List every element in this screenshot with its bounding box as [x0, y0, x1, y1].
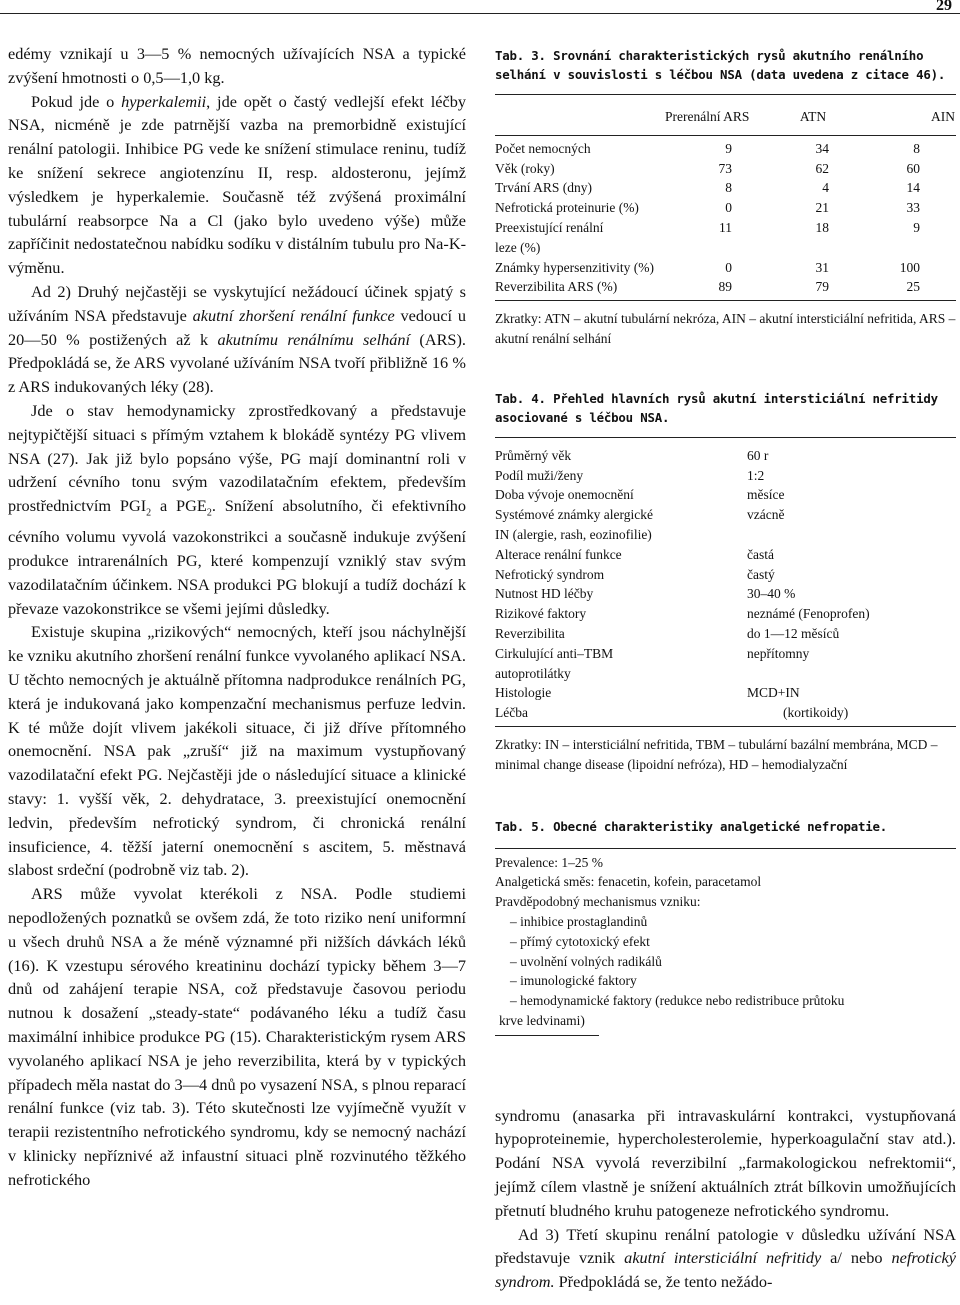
table-5-bottom-rule: [495, 1035, 599, 1036]
table-3: [495, 46, 956, 349]
table-5-body: [495, 849, 956, 1035]
table-row: Alterace renální funkce častá: [495, 546, 774, 562]
paragraph-ars: ARS může vyvolat kterékoli z NSA. Podle studiemi nepodložených poznatků se ovšem zdá, že toto riziko není uniformní u všech druhů NSA a že méně významné při nižších dávkách léků (16). K vzestupu sérového kreatininu dochází typicky během 3—7 dnů od zahájení terapie NSA, což představuje časovou periodu nutnou k dosažení „steady-state“ podávaného léku a tudíž času maximální inhibice produkce PG (15). Charakteristickým rysem ARS vyvolaného aplikací NSA je jeho reverzibilita, která by v typických případech měla nastat do 3—4 dnů po vysazení NSA, s plnou reparací renální funkce (viz tab. 3). Této skutečnosti lze vyjímečně využít v terapii rezistentního nefrotického syndromu, kdy se nemocný nachází v klinicky nepříznivé až infaustní situaci plně rozvinutého těžkého nefrotického: [8, 884, 466, 1189]
paragraph-syndromu: syndromu (anasarka při intravaskulární kontrakci, vystupňovaná hypoproteinemie, hypercholesterolemie, hyperkoagulační stav atd.). Podání NSA vyvolá reverzibilní „farmakologickou nefrektomii“, jejímž cílem vlastně je snížení aktuálních ztrát bílkovin umožňujících přetnutí bludného kruhu patogeneze nefrotického syndromu.: [495, 1105, 956, 1220]
table-row: Trvání ARS (dny) 8 4 14: [495, 180, 920, 196]
header-rule: [0, 13, 960, 14]
table-5: [495, 817, 956, 1036]
table-row: Rizikové faktory neznámé (Fenoprofen): [495, 606, 870, 622]
list-item: – inhibice prostaglandinů: [510, 913, 648, 929]
list-item: – imunologické faktory: [510, 973, 637, 989]
table-4-caption: Tab. 4. Přehled hlavních rysů akutní intersticiální nefritidy asociované s léčbou NSA.: [495, 390, 938, 425]
table-4-bottom-rule: [495, 726, 956, 727]
table-row: Známky hypersenzitivity (%) 0 31 100: [495, 259, 920, 275]
table-row: Léčba (kortikoidy): [495, 705, 849, 721]
table-row: Preexistující renální 11 18 9: [495, 219, 920, 235]
list-item: – přímý cytotoxický efekt: [510, 933, 650, 949]
list-item: – hemodynamické faktory (redukce nebo redistribuce průtoku: [510, 993, 845, 1009]
table-3-note: Zkratky: ATN – akutní tubulární nekróza, AIN – akutní intersticiální nefritida, ARS – akutní renální selhání: [495, 311, 956, 346]
paragraph-edemy: edémy vznikají u 3—5 % nemocných užívajících NSA a typické zvýšení hmotnosti o 0,5—1,0 kg.: [8, 44, 466, 87]
table-4-body: [495, 438, 956, 726]
table-row: Reverzibilita do 1—12 měsíců: [495, 625, 840, 641]
col-ain: AIN: [931, 109, 955, 124]
table-row: IN (alergie, rash, eozinofilie): [495, 526, 652, 542]
table-4-note: Zkratky: IN – intersticiální nefritida, TBM – tubulární bazální membrána, MCD – minimal change disease (lipoidní nefróza), HD – hemodialyzační: [495, 736, 938, 772]
paragraph-ad2: Ad 2) Druhý nejčastěji se vyskytující nežádoucí účinek spjatý s užíváním NSA představuje akutní zhoršení renální funkce vedoucí u 20—50 % postižených až k akutnímu renálnímu selhání (ARS). Předpokládá se, že ARS vyvolané užíváním NSA tvoří přibližně 16 % z ARS indukovaných léky (28).: [8, 281, 466, 397]
table-3-bottom-rule: [495, 300, 956, 301]
table-row: Doba vývoje onemocnění měsíce: [495, 487, 785, 503]
left-column: [8, 42, 466, 1192]
table-3-body: [495, 136, 956, 300]
right-column: [495, 42, 956, 1294]
col-atn: ATN: [799, 109, 827, 124]
table-row: Cirkulující anti–TBM nepřítomny: [495, 645, 810, 661]
table-4: [495, 389, 956, 775]
right-body-text: [495, 1104, 956, 1294]
table-3-caption: Tab. 3. Srovnání charakteristických rysů akutního renálního selhání v souvislosti s léčbou NSA (data uvedena z citace 46).: [495, 48, 946, 82]
table-row: leze (%): [495, 239, 541, 255]
paragraph-rizikovi: Existuje skupina „rizikových“ nemocných, kteří jsou náchylnější ke vzniku akutního zhoršení renální funkce vyvolaného aplikací NSA. U těchto nemocných je aktuálně přítomna nadprodukce renálních PG, která je indukovaná jako kompenzační mechanismus perfuze ledvin. K té může dojít vlivem jakékoli situace, či již dříve přítomného onemocnění. NSA pak „zruší“ již na maximum vystupňovaný vazodilatační efekt PG. Nejčastěji jde o následující situace a klinické stavy: 1. vyšší věk, 2. dehydratace, 3. preexistující onemocnění ledvin, především nefrotický syndrom, či chronická renální insuficience, 4. těžší jaterní onemocnění s ascitem, 5. městnavá slabost srdeční (podrobně viz tab. 2).: [8, 622, 467, 880]
table-row: Průměrný věk 60 r: [495, 447, 769, 463]
table-row: Reverzibilita ARS (%) 89 79 25: [495, 279, 920, 295]
table-row: Histologie MCD+IN: [495, 685, 800, 701]
list-item: krve ledvinami): [499, 1012, 585, 1028]
table-row: Podíl muži/ženy 1:2: [495, 467, 765, 483]
col-prerenal: Prerenální ARS: [665, 109, 750, 124]
page-number: 29: [936, 0, 952, 14]
paragraph-hyperkalemie: Pokud jde o hyperkalemii, jde opět o častý vedlejší efekt léčby NSA, nicméně je zde patrnější vazba na premorbidně existující renální patologii. Inhibice PG vede ke snížení stimulace reninu, tudíž ke snížení sekrece angiotenzínu II, resp. aldosteronu, jejímž výsledkem je hyperkalemie. Současně též zvýšená proximální tubulární reabsorpce Na a Cl (jako bylo uvedeno výše) může zapříčinit nedostatečnou nabídku sodíku v distálním tubulu pro Na-K-výměnu.: [8, 91, 466, 278]
table-row: Nefrotická proteinurie (%) 0 21 33: [495, 200, 920, 216]
list-item: Prevalence: 1–25 %: [495, 854, 603, 870]
table-5-caption: Tab. 5. Obecné charakteristiky analgetické nefropatie.: [495, 818, 888, 834]
list-item: Analgetická směs: fenacetin, kofein, paracetamol: [495, 874, 762, 890]
table-row: autoprotilátky: [495, 665, 571, 681]
table-row: Věk (roky) 73 62 60: [495, 160, 920, 176]
table-row: Počet nemocných 9 34 8: [495, 140, 920, 156]
table-row: Systémové známky alergické vzácně: [495, 507, 785, 523]
table-row: Nefrotický syndrom častý: [495, 566, 775, 582]
paragraph-ad3: Ad 3) Třetí skupinu renální patologie v důsledku užívání NSA představuje vznik akutní intersticiální nefritidy a/ nebo nefrotický syndrom. Předpokládá se, že tento nežádo-: [495, 1224, 957, 1292]
list-item: – uvolnění volných radikálů: [510, 953, 662, 969]
paragraph-hemodynamika: Jde o stav hemodynamicky zprostředkovaný a představuje nejtypičtější situaci s přímým vztahem k blokádě syntézy PG vlivem NSA (27). Jak již bylo popsáno výše, PG mají dominantní roli v udržení cévního tonu svým vazodilatačním efektem, především prostřednictvím $PGI_2$ a $PGE_2$. Snížení absolutního, či efektivního cévního volumu vyvolá vazokonstrikci a současně indukuje zvýšení produkce intrarenálních PG, které kompenzují vzniklý stav svým vazodilatačním účinkem. NSA produkci PG blokují a tudíž dochází k převaze vazokonstrikce se všemi jejími důsledky.: [8, 400, 467, 618]
table-3-top-rule: [495, 94, 956, 95]
table-row: Nutnost HD léčby 30–40 %: [495, 586, 796, 602]
list-item: Pravděpodobný mechanismus vzniku:: [495, 894, 701, 910]
table-3-header: [495, 103, 956, 135]
